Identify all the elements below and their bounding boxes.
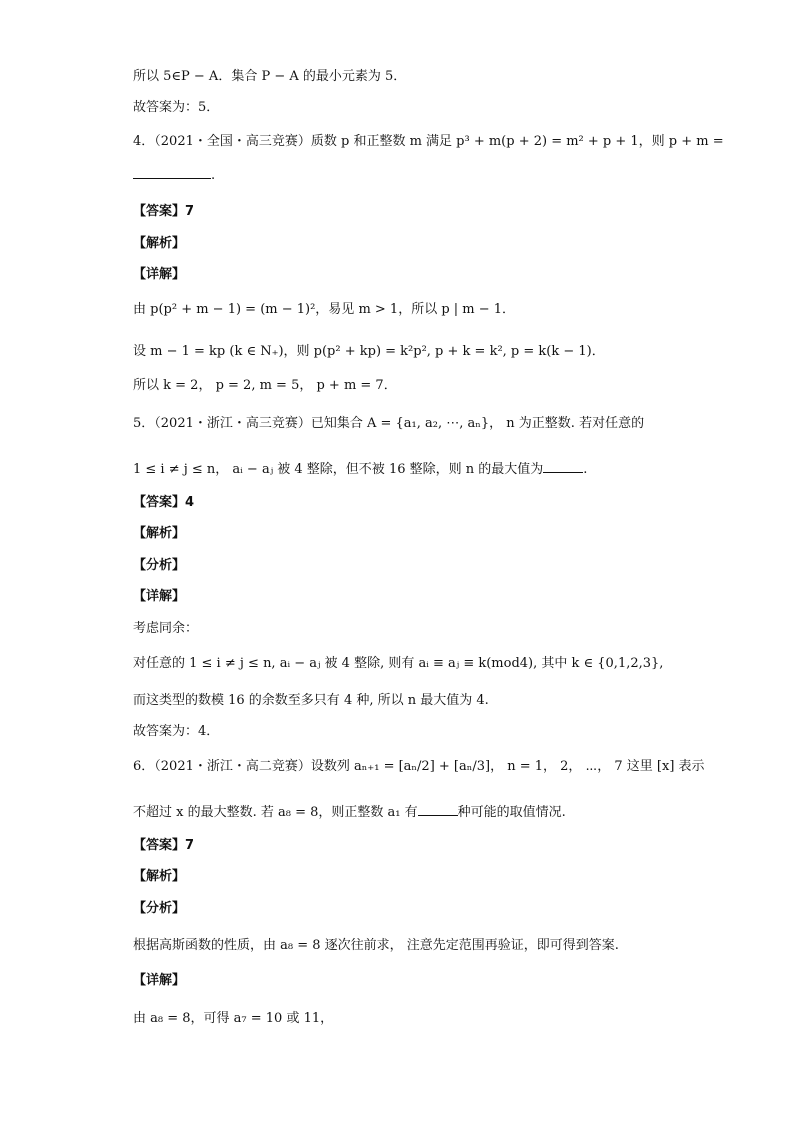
text-line: 而这类型的数模 16 的余数至多只有 4 种, 所以 n 最大值为 4. (133, 693, 489, 708)
analysis-heading: 【解析】 (133, 869, 186, 884)
question-4-line: 4．（2021・全国・高三竞赛）质数 p 和正整数 m 满足 p³ + m(p + 2) = m² + p + 1，则 p + m = (133, 134, 724, 149)
answer-heading: 【答案】7 (133, 838, 195, 853)
analysis-subheading: 【分析】 (133, 558, 186, 573)
question-5-line: 5．（2021・浙江・高三竞赛）已知集合 A = {a₁, a₂, ⋯, aₙ}， n 为正整数. 若对任意的 (133, 416, 645, 431)
detail-heading: 【详解】 (133, 973, 186, 988)
answer-heading: 【答案】7 (133, 204, 195, 219)
text-line: 设 m − 1 = kp (k ∈ N₊)，则 p(p² + kp) = k²p², p + k = k², p = k(k − 1)． (133, 344, 605, 359)
question-6-line-2: 不超过 x 的最大整数. 若 a₈ = 8，则正整数 a₁ 有 种可能的取值情况. (133, 801, 566, 822)
text-line: 由 p(p² + m − 1) = (m − 1)²，易见 m > 1，所以 p | m − 1． (133, 302, 516, 317)
question-5-line-2: 1 ≤ i ≠ j ≤ n， aᵢ − aⱼ 被 4 整除，但不被 16 整除，则 n 的最大值为 . (133, 458, 587, 479)
answer-blank (543, 458, 583, 473)
analysis-heading: 【解析】 (133, 526, 186, 541)
analysis-heading: 【解析】 (133, 236, 186, 251)
detail-heading: 【详解】 (133, 589, 186, 604)
text-line: 由 a₈ = 8，可得 a₇ = 10 或 11， (133, 1011, 334, 1026)
analysis-subheading: 【分析】 (133, 901, 186, 916)
answer-blank (418, 801, 458, 816)
question-6-line: 6．（2021・浙江・高二竞赛）设数列 aₙ₊₁ = [aₙ/2] + [aₙ/3]， n = 1， 2， ⋯， 7 这里 [x] 表示 (133, 759, 705, 774)
answer-blank (133, 164, 211, 179)
text-line: 故答案为：5． (133, 100, 220, 115)
text-line: 所以 k = 2， p = 2, m = 5， p + m = 7． (133, 378, 397, 393)
detail-heading: 【详解】 (133, 267, 186, 282)
text-line: 故答案为：4． (133, 724, 220, 739)
answer-heading: 【答案】4 (133, 495, 195, 510)
text-line: 对任意的 1 ≤ i ≠ j ≤ n, aᵢ − aⱼ 被 4 整除, 则有 aᵢ ≡ aⱼ ≡ k(mod4), 其中 k ∈ {0,1,2,3}, (133, 656, 664, 671)
text-line: 所以 5∈P − A．集合 P − A 的最小元素为 5． (133, 69, 407, 84)
question-4-blank-line: . (133, 164, 215, 185)
text-line: 根据高斯函数的性质，由 a₈ = 8 逐次往前求， 注意先定范围再验证，即可得到答案. (133, 938, 619, 953)
text-line: 考虑同余： (133, 621, 199, 636)
